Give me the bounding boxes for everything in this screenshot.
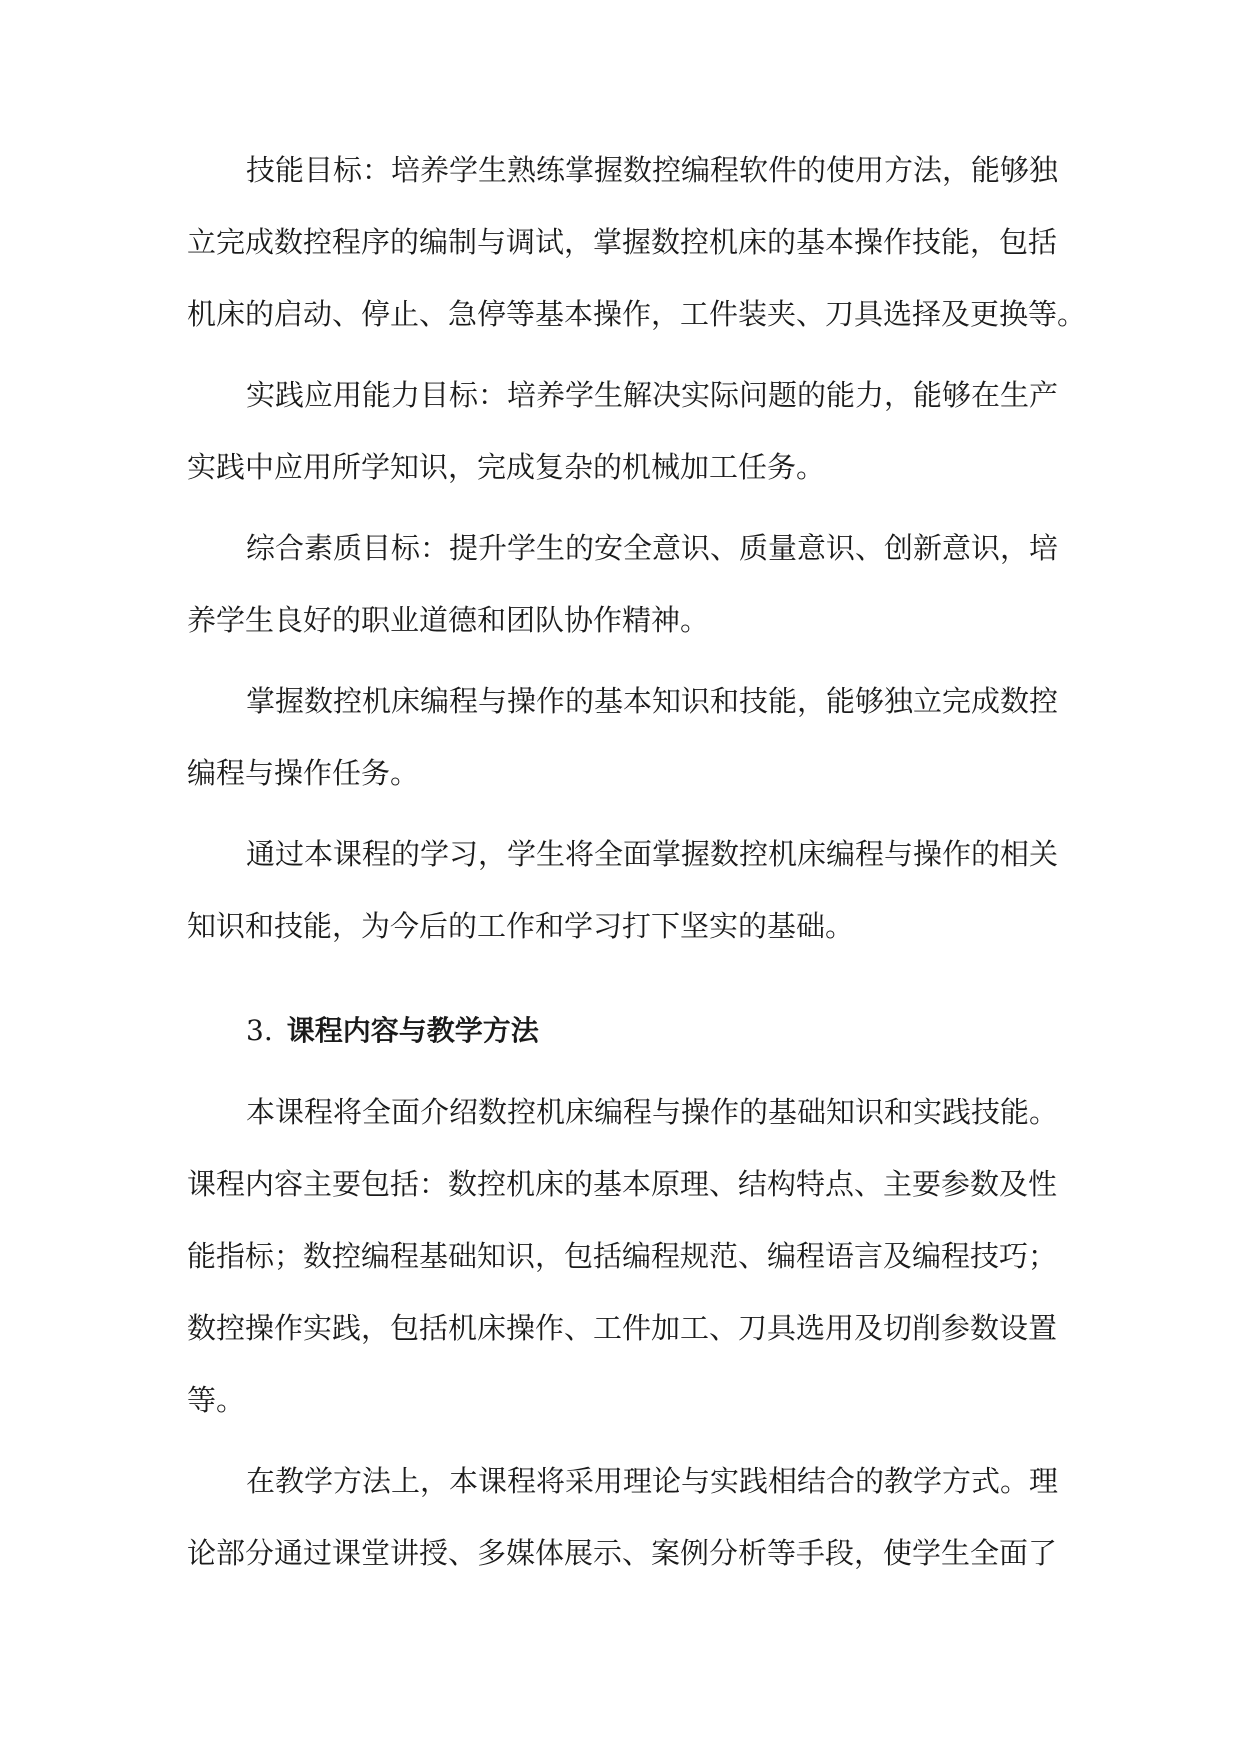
paragraph-line: 课程内容主要包括：数控机床的基本原理、结构特点、主要参数及性: [187, 1167, 1058, 1201]
paragraph-line: 在教学方法上，本课程将采用理论与实践相结合的教学方式。理: [246, 1464, 1059, 1498]
section-title: 课程内容与教学方法: [286, 1014, 539, 1047]
section-number: 3.: [246, 1014, 273, 1047]
paragraph-line: 知识和技能，为今后的工作和学习打下坚实的基础。: [187, 909, 855, 943]
paragraph-line: 技能目标：培养学生熟练掌握数控编程软件的使用方法，能够独: [246, 153, 1059, 187]
paragraph-line: 等。: [187, 1383, 246, 1417]
paragraph-line: 本课程将全面介绍数控机床编程与操作的基础知识和实践技能。: [246, 1095, 1059, 1129]
paragraph-line: 数控操作实践，包括机床操作、工件加工、刀具选用及切削参数设置: [187, 1311, 1058, 1345]
section-heading: [246, 1011, 1136, 1051]
paragraph-line: 养学生良好的职业道德和团队协作精神。: [187, 603, 710, 637]
paragraph-line: 掌握数控机床编程与操作的基本知识和技能，能够独立完成数控: [246, 684, 1059, 718]
paragraph-line: 论部分通过课堂讲授、多媒体展示、案例分析等手段，使学生全面了: [187, 1536, 1058, 1570]
paragraph-line: 机床的启动、停止、急停等基本操作，工件装夹、刀具选择及更换等。: [187, 297, 1087, 331]
paragraph-line: 综合素质目标：提升学生的安全意识、质量意识、创新意识，培: [246, 531, 1059, 565]
paragraph-line: 立完成数控程序的编制与调试，掌握数控机床的基本操作技能，包括: [187, 225, 1058, 259]
paragraph-line: 通过本课程的学习，学生将全面掌握数控机床编程与操作的相关: [246, 837, 1059, 871]
paragraph-line: 实践应用能力目标：培养学生解决实际问题的能力，能够在生产: [246, 378, 1059, 412]
paragraph-line: 编程与操作任务。: [187, 756, 420, 790]
paragraph-line: 实践中应用所学知识，完成复杂的机械加工任务。: [187, 450, 826, 484]
paragraph-line: 能指标；数控编程基础知识，包括编程规范、编程语言及编程技巧；: [187, 1239, 1058, 1273]
